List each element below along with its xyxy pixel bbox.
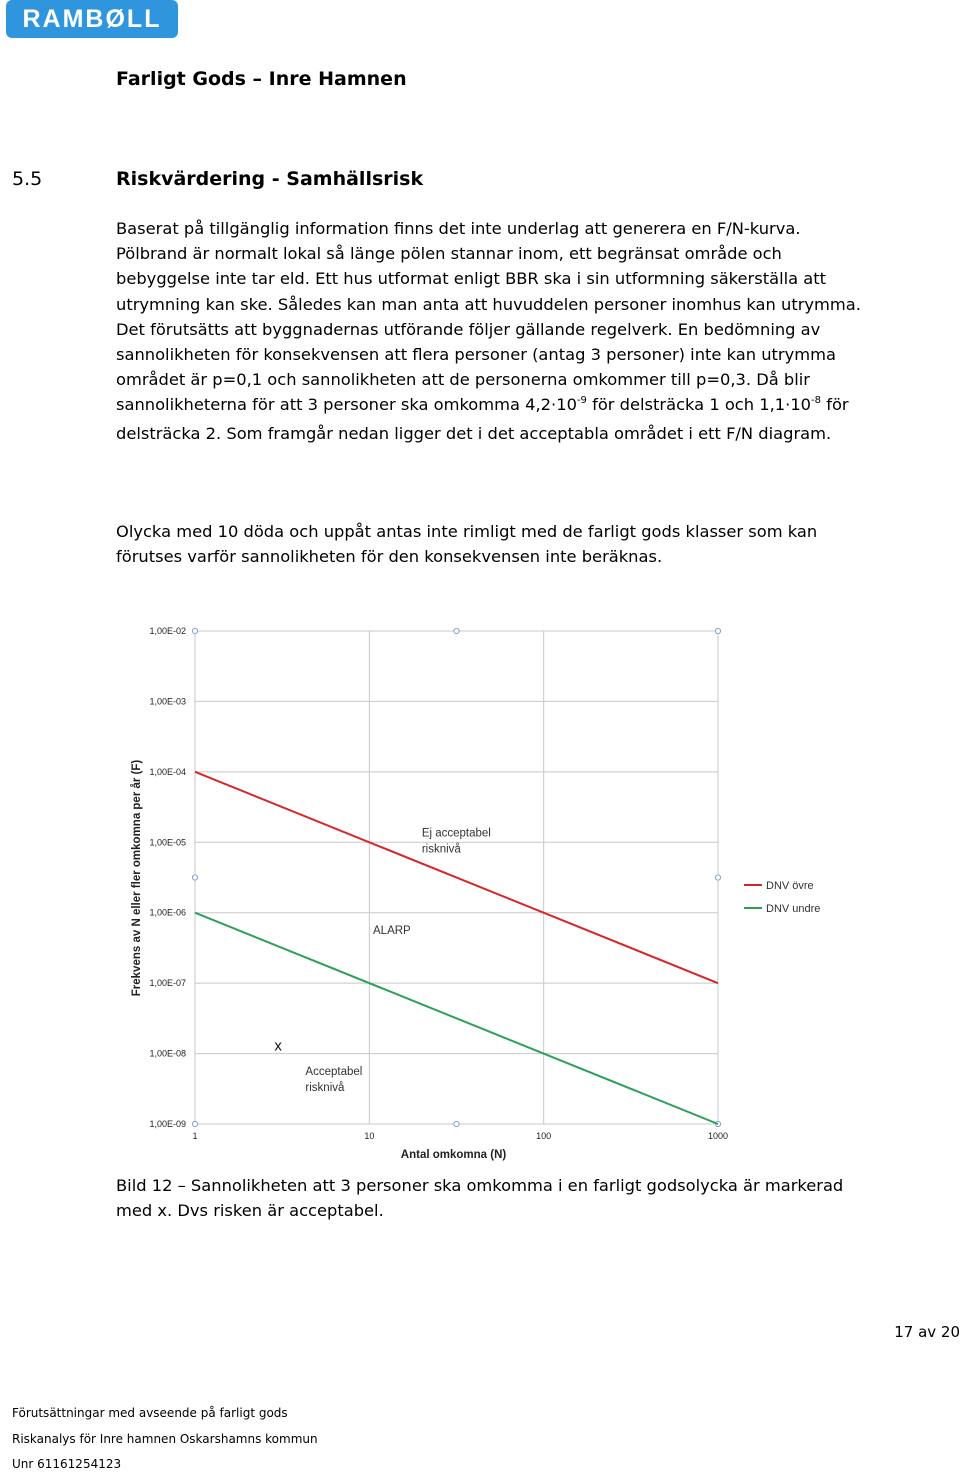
region-label: risknivå [421, 843, 461, 856]
x-tick-label: 10 [364, 1131, 375, 1141]
region-label: risknivå [305, 1081, 345, 1094]
footer-line-2: Riskanalys för Inre hamnen Oskarshamns kommun [12, 1432, 318, 1446]
y-tick-label: 1,00E-04 [149, 766, 186, 777]
document-title: Farligt Gods – Inre Hamnen [116, 68, 407, 90]
y-tick-label: 1,00E-08 [149, 1048, 186, 1059]
region-label: Ej acceptabel [421, 827, 491, 840]
region-label: Acceptabel [305, 1065, 363, 1078]
region-label: ALARP [373, 924, 411, 937]
footer-line-3: Unr 61161254123 [12, 1457, 122, 1471]
figure-caption: Bild 12 – Sannolikheten att 3 personer ska omkomma i en farligt godsolycka är markerad med x. Dvs risken är acceptabel. [116, 1176, 844, 1221]
x-tick-label: 1000 [707, 1131, 729, 1141]
y-tick-label: 1,00E-09 [149, 1119, 186, 1129]
footer-line-1: Förutsättningar med avseende på farligt gods [12, 1406, 288, 1420]
fn-diagram [110, 615, 840, 1165]
risk-marker: x [274, 1037, 282, 1055]
y-tick-label: 1,00E-05 [149, 837, 186, 848]
page-number: 17 av 20 [894, 1323, 960, 1341]
y-tick-label: 1,00E-07 [149, 978, 186, 989]
y-axis-title: Frekvens av N eller fler omkomna per år (F) [131, 759, 143, 997]
x-tick-label: 100 [536, 1131, 552, 1141]
x-axis-title: Antal omkomna (N) [400, 1149, 507, 1161]
y-tick-label: 1,00E-06 [149, 907, 186, 918]
chart-handle [192, 1121, 197, 1126]
y-tick-label: 1,00E-03 [149, 696, 186, 707]
paragraph-assessment: Baserat på tillgänglig information finns det inte underlag att generera en F/N-kurva. Pölbrand är normalt lokal så länge pölen stannar inom, ett begränsat område och bebyggelse inte tar eld. Ett hus utformat enligt BBR ska i sin utformning säkerställa att utrymning kan ske. Således kan man anta att huvuddelen personer inomhus kan utrymma. Det förutsätts att byggnadernas utförande följer gällande regelverk. En bedömning av sannolikheten för konsekvensen att flera personer (antag 3 personer) inte kan utrymma området är p=0,1 och sannolikheten att de personerna omkommer till p=0,3. Då blir sannolikheterna för att 3 personer ska omkomma $4,2\cdot 10^{-9}$ för delsträcka 1 och $1,1\cdot 10^{-8}$ för delsträcka 2. Som framgår nedan ligger det i det acceptabla området i ett F/N diagram. [116, 219, 861, 443]
chart-handle [454, 628, 459, 633]
section-number: 5.5 [12, 168, 43, 190]
y-tick-label: 1,00E-02 [149, 626, 186, 636]
section-title: Riskvärdering - Samhällsrisk [116, 168, 424, 190]
x-tick-label: 1 [192, 1131, 198, 1141]
legend-label: DNV övre [766, 880, 814, 892]
chart-handle [454, 1121, 459, 1126]
paragraph-ten-fatalities: Olycka med 10 döda och uppåt antas inte rimligt med de farligt gods klasser som kan förutses varför sannolikheten för den konsekvensen inte beräknas. [116, 522, 818, 567]
chart-handle [715, 875, 720, 880]
legend-label: DNV undre [766, 903, 821, 915]
chart-handle [715, 628, 720, 633]
chart-handle [192, 875, 197, 880]
chart-handle [192, 628, 197, 633]
ramboll-logo: RAMBØLL [6, 0, 178, 38]
